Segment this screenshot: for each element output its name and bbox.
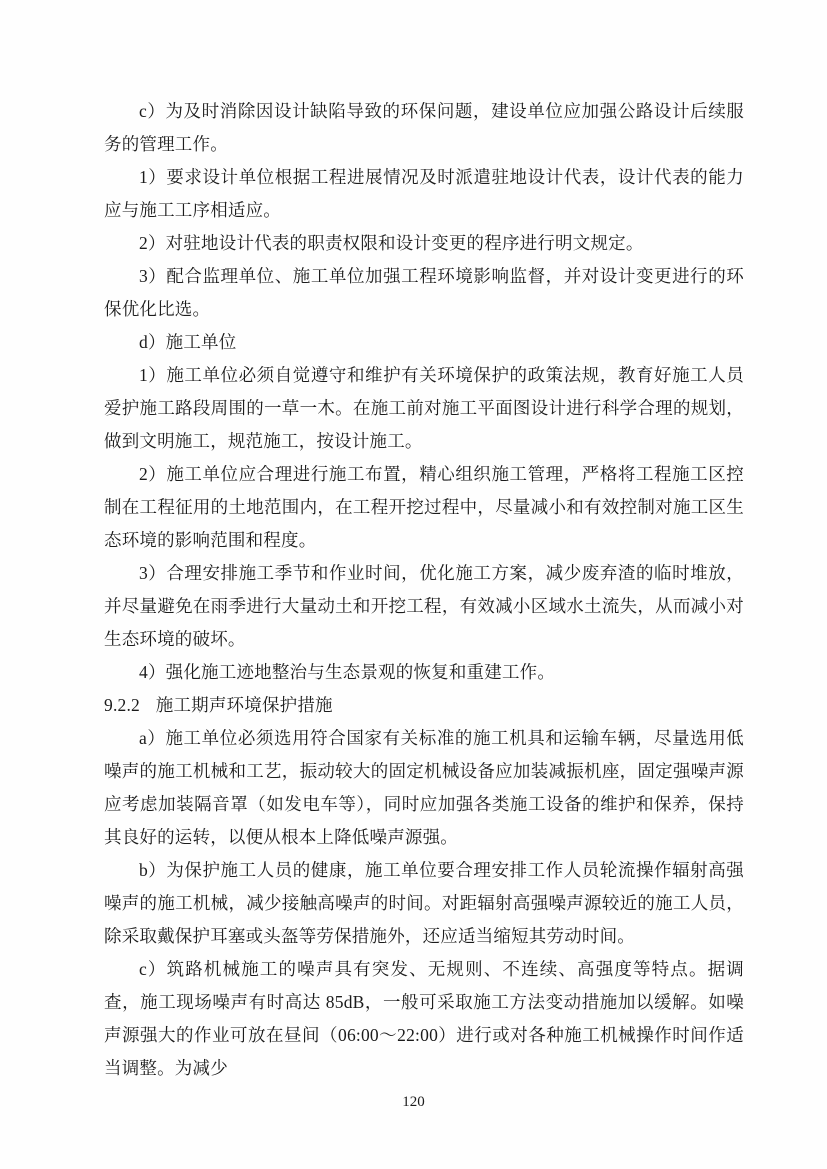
body-paragraph: 2）对驻地设计代表的职责权限和设计变更的程序进行明文规定。: [139, 233, 644, 253]
body-paragraph: 4）强化施工迹地整治与生态景观的恢复和重建工作。: [139, 662, 556, 682]
body-paragraph: 3）配合监理单位、施工单位加强工程环境影响监督，并对设计变更进行的环保优化比选。: [104, 266, 744, 319]
body-paragraph: 1）施工单位必须自觉遵守和维护有关环境保护的政策法规，教育好施工人员爱护施工路段周围的一草一木。在施工前对施工平面图设计进行科学合理的规划，做到文明施工，规范施工，按设计施工。: [104, 365, 744, 451]
body-paragraph: b）为保护施工人员的健康，施工单位要合理安排工作人员轮流操作辐射高强噪声的施工机械，减少接触高噪声的时间。对距辐射高强噪声源较近的施工人员，除采取戴保护耳塞或头盔等劳保措施外，还应适当缩短其劳动时间。: [104, 860, 744, 946]
section-number: 9.2.2: [104, 695, 140, 715]
body-paragraph: c）为及时消除因设计缺陷导致的环保问题，建设单位应加强公路设计后续服务的管理工作。: [104, 101, 744, 154]
body-paragraph: d）施工单位: [139, 332, 237, 352]
body-paragraph: 1）要求设计单位根据工程进展情况及时派遣驻地设计代表，设计代表的能力应与施工工序相适应。: [104, 167, 744, 220]
document-content: [104, 95, 744, 1085]
section-heading: [104, 689, 744, 722]
body-paragraph: 3）合理安排施工季节和作业时间，优化施工方案，减少废弃渣的临时堆放，并尽量避免在雨季进行大量动土和开挖工程，有效减小区域水土流失，从而减小对生态环境的破坏。: [104, 563, 744, 649]
body-paragraph: a）施工单位必须选用符合国家有关标准的施工机具和运输车辆，尽量选用低噪声的施工机械和工艺，振动较大的固定机械设备应加装减振机座，固定强噪声源应考虑加装隔音罩（如发电车等），同时应加强各类施工设备的维护和保养，保持其良好的运转，以便从根本上降低噪声源强。: [104, 728, 744, 847]
section-title: 施工期声环境保护措施: [155, 695, 333, 715]
page-number: 120: [402, 1094, 425, 1110]
body-paragraph: 2）施工单位应合理进行施工布置，精心组织施工管理，严格将工程施工区控制在工程征用的土地范围内，在工程开挖过程中，尽量减小和有效控制对施工区生态环境的影响范围和程度。: [104, 464, 744, 550]
body-paragraph: c）筑路机械施工的噪声具有突发、无规则、不连续、高强度等特点。据调查，施工现场噪声有时高达 85dB，一般可采取施工方法变动措施加以缓解。如噪声源强大的作业可放在昼间（06:00～22:00）进行或对各种施工机械操作时间作适当调整。为减少: [104, 959, 744, 1078]
